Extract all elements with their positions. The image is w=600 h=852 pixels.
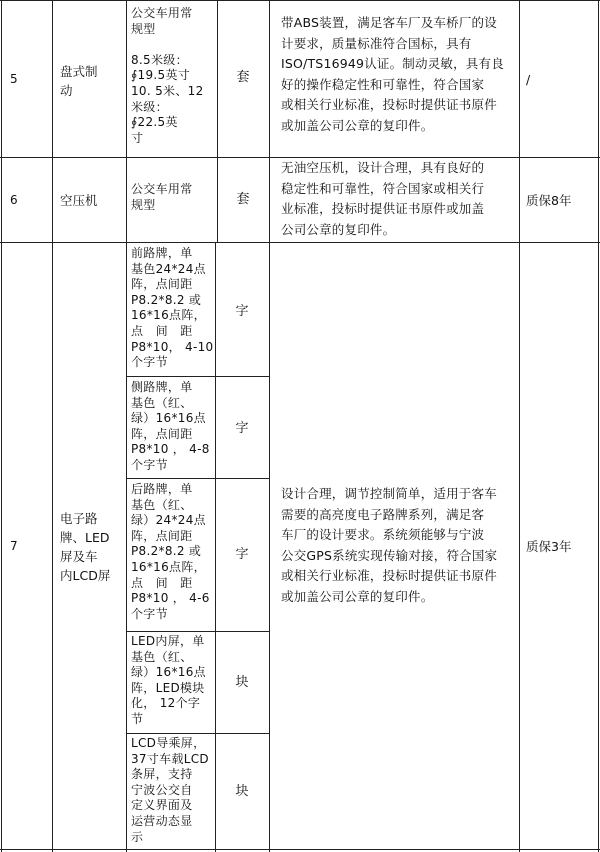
subrow-border: [126, 376, 269, 377]
col-border: [217, 0, 218, 242]
row-border: [0, 0, 600, 1]
subrow-border: [126, 631, 269, 632]
item-description: 设计合理，调节控制简单，适用于客车 需要的高亮度电子路牌系列，满足客 车厂的设计要求。系统须能够与宁波 公交GPS系统实现传输对接，符合国家 或相关行业标准，投标时提供证书原件 或加盖公司公章的复印件。: [281, 486, 498, 604]
item-spec: 公交车用常 规型 8.5米级： ∮19.5英寸 10. 5米、12 米级： ∮22.5英 寸: [131, 6, 204, 145]
row-border: [0, 849, 600, 850]
subitem-unit: 字: [235, 547, 249, 562]
row-number: 6: [10, 193, 18, 207]
subitem-spec: 侧路牌，单 基色（红、 绿）16*16点 阵，点间距 P8*10 ， 4-8 个字节: [131, 380, 210, 472]
item-description: 无油空压机，设计合理，具有良好的 稳定性和可靠性，符合国家或相关行 业标准，投标时提供证书原件或加盖 公司公章的复印件。: [281, 160, 485, 237]
subitem-spec: LCD导乘屏， 37寸车载LCD 条屏，支持 宁波公交自 定义界面及 运营动态显 示: [131, 736, 209, 844]
item-warranty: 质保8年: [526, 193, 572, 208]
col-border: [598, 0, 599, 852]
col-border: [519, 0, 520, 852]
subitem-unit: 字: [235, 421, 249, 436]
subrow-border: [126, 478, 269, 479]
item-warranty: 质保3年: [526, 539, 572, 554]
row-border: [0, 242, 600, 243]
col-border: [1, 0, 2, 852]
row-number: 7: [10, 539, 18, 553]
item-name: 盘式制 动: [60, 64, 98, 98]
subitem-spec: 前路牌，单 基色24*24点 阵，点间距 P8.2*8.2 或 16*16点阵， 点 间 距 P8*10， 4-10 个字节: [131, 246, 214, 370]
col-border: [126, 0, 127, 852]
item-name: 电子路 牌、LED 屏及车 内LCD屏: [60, 511, 111, 583]
item-spec: 公交车用常 规型: [131, 182, 193, 212]
item-name: 空压机: [60, 193, 98, 208]
col-border: [52, 0, 53, 852]
subitem-unit: 块: [235, 675, 249, 690]
item-description: 带ABS装置，满足客车厂及车桥厂的设 计要求，质量标准符合国标，具有 ISO/TS16949认证。制动灵敏，具有良 好的操作稳定性和可靠性，符合国家 或相关行业标准，投标时提供证书原件 或加盖公司公章的复印件。: [281, 15, 504, 133]
row-number: 5: [10, 72, 18, 86]
subrow-border: [126, 733, 269, 734]
item-unit: 套: [236, 70, 250, 85]
subitem-spec: 后路牌，单 基色（红、 绿）24*24点 阵，点间距 P8.2*8.2 或 16*16点阵， 点 间 距 P8*10 ， 4-6 个字节: [131, 482, 210, 621]
subitem-unit: 字: [235, 304, 249, 319]
item-warranty: /: [526, 72, 531, 87]
col-border: [269, 0, 270, 852]
subitem-unit: 块: [235, 784, 249, 799]
subitem-spec: LED内屏，单 基色（红、 绿）16*16点 阵，LED模块 化， 12个字 节: [131, 634, 206, 726]
item-unit: 套: [236, 192, 250, 207]
